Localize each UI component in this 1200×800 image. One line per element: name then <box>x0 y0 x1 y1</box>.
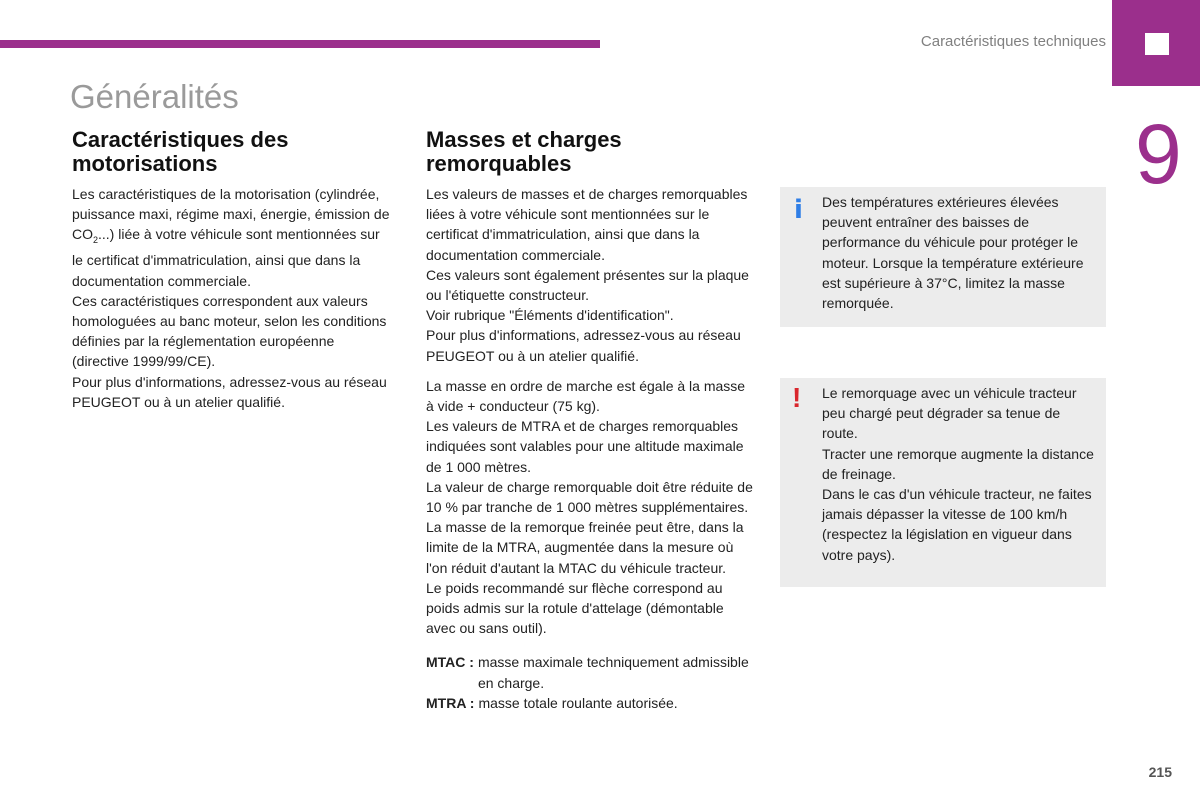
warning-paragraph-2: Tracter une remorque augmente la distance de freinage. <box>822 445 1094 482</box>
towing-paragraph-8: La masse de la remorque freinée peut être, dans la limite de la MTRA, augmentée dans la mesure où l'on réduit d'autant la MTAC du véhicule tracteur. <box>426 519 744 576</box>
warning-icon: ! <box>792 382 802 413</box>
page-title: Généralités <box>70 78 239 115</box>
definition-row-mtra <box>426 693 756 713</box>
abbreviation-definitions <box>426 652 756 713</box>
info-box-text: Des températures extérieures élevées peuvent entraîner des baisses de performance du véhicule pour protéger le moteur. Lorsque la température extérieure est supérieure à 37°C, limitez la masse remorquée. <box>822 194 1084 312</box>
definition-row-mtac <box>426 652 756 692</box>
info-icon: i <box>794 195 803 225</box>
warning-paragraph-3: Dans le cas d'un véhicule tracteur, ne faites jamais dépasser la vitesse de 100 km/h (respectez la législation en vigueur dans votre pays). <box>822 486 1092 563</box>
chapter-tab-square <box>1145 33 1169 55</box>
page-number: 215 <box>1148 764 1172 780</box>
towing-paragraph-2: Ces valeurs sont également présentes sur la plaque ou l'étiquette constructeur. <box>426 266 749 304</box>
section-header-label: Caractéristiques techniques <box>920 33 1106 50</box>
towing-paragraph-3: Voir rubrique "Éléments d'identification". <box>426 307 674 324</box>
towing-paragraph-4: Pour plus d'informations, adressez-vous au réseau PEUGEOT ou à un atelier qualifié. <box>426 327 741 364</box>
towing-paragraph-7: La valeur de charge remorquable doit être réduite de 10 % par tranche de 1 000 mètres supplémentaires. <box>426 478 753 516</box>
co2-subscript: 2 <box>93 235 99 246</box>
engine-characteristics-heading: Caractéristiques des motorisations <box>72 127 289 176</box>
chapter-number: 9 <box>1135 107 1182 201</box>
definition-term: MTRA : <box>426 694 475 711</box>
towing-paragraph-5: La masse en ordre de marche est égale à la masse à vide + conducteur (75 kg). <box>426 377 746 415</box>
warning-paragraph-1: Le remorquage avec un véhicule tracteur peu chargé peut dégrader sa tenue de route. <box>822 385 1077 442</box>
engine-characteristics-paragraph-2: Ces caractéristiques correspondent aux valeurs homologuées au banc moteur, selon les conditions définies par la réglementation européenne (directive 1999/99/CE). <box>72 292 387 370</box>
towing-paragraph-1: Les valeurs de masses et de charges remorquables liées à votre véhicule sont mentionnées sur le certificat d'immatriculation, ainsi que dans la documentation commerciale. <box>426 186 748 263</box>
info-box <box>780 187 1106 327</box>
engine-p1-text-b: ...) liée à votre véhicule sont mentionnées sur le certificat d'immatriculation, ainsi que dans la documentation commerciale. <box>72 226 380 289</box>
engine-p1-text-a: Les caractéristiques de la motorisation (cylindrée, puissance maxi, régime maxi, énergie, émission de CO <box>72 186 390 243</box>
engine-characteristics-column <box>72 128 392 412</box>
definition-desc: masse maximale techniquement admissible en charge. <box>477 654 749 691</box>
top-accent-bar <box>0 40 600 48</box>
engine-characteristics-paragraph-3: Pour plus d'informations, adressez-vous au réseau PEUGEOT ou à un atelier qualifié. <box>72 373 387 410</box>
towing-paragraph-6: Les valeurs de MTRA et de charges remorquables indiquées sont valables pour une altitude maximale de 1 000 mètres. <box>426 418 744 475</box>
definition-desc: masse totale roulante autorisée. <box>478 694 678 711</box>
warning-box <box>780 378 1106 587</box>
engine-characteristics-paragraph-1 <box>72 184 392 291</box>
towing-masses-heading: Masses et charges remorquables <box>426 127 622 176</box>
definition-term: MTAC : <box>426 654 474 671</box>
chapter-tab <box>1112 0 1200 86</box>
towing-paragraph-9: Le poids recommandé sur flèche correspond au poids admis sur la rotule d'attelage (démontable avec ou sans outil). <box>426 579 724 637</box>
towing-masses-column <box>426 128 756 713</box>
